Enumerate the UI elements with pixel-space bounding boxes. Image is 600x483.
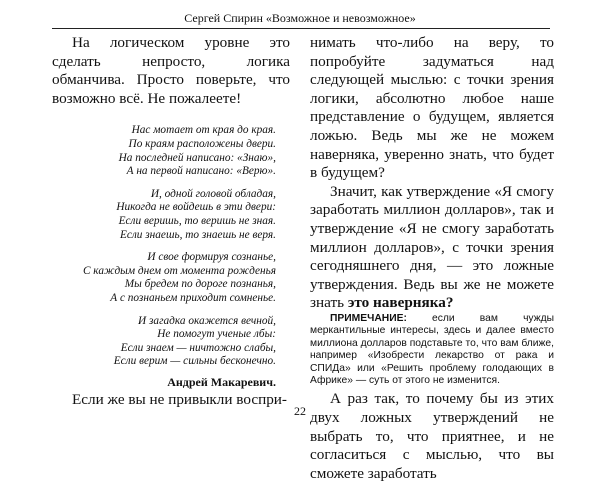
poem-stanza — [52, 315, 276, 369]
poem-line: И свое формируя сознанье, — [147, 251, 276, 264]
poem-line: Мы бредем по дороге познанья, — [124, 278, 276, 291]
paragraph-claims-bold: это наверняка? — [347, 294, 454, 312]
poem-line: И, одной головой обладая, — [150, 187, 276, 200]
poem-line: Не помогут ученые лбы: — [157, 328, 276, 341]
poem-line: Нас мотает от края до края. — [131, 124, 276, 137]
page-number: 22 — [294, 404, 306, 418]
left-column — [52, 34, 290, 409]
poem-stanza — [52, 251, 276, 305]
poem — [52, 124, 290, 369]
poem-line: Если верим — сильны бесконечно. — [113, 355, 276, 368]
paragraph-conclusion: А раз так, то почему бы из этих двух ложных утверждений не выбрать то, что приятнее, и не согласиться с мыслью, что вы сможете заработать — [310, 390, 554, 482]
poem-author: Андрей Макаревич. — [167, 374, 276, 389]
paragraph-claims — [310, 183, 554, 313]
poem-line: На последней написано: «Знаю», — [118, 151, 276, 164]
poem-line: Если знаешь, то знаешь не веря. — [119, 228, 276, 241]
paragraph-continued: нимать что-либо на веру, то попробуйте задуматься над следующей мыслью: с точки зрения логики, абсолютно любое наше представление о будущем, является ложью. Ведь мы же не можем наверняка, уверенно знать, что будет в будущем? — [310, 34, 554, 182]
running-header: Сергей Спирин «Возможное и невозможное» — [184, 11, 416, 25]
poem-line: Если веришь, то веришь не зная. — [118, 214, 276, 227]
poem-stanza — [52, 124, 276, 178]
header-rule — [52, 28, 550, 29]
poem-line: С каждым днем от момента рожденья — [82, 264, 276, 277]
poem-stanza — [52, 188, 276, 242]
poem-line: А с познаньем приходит сомненье. — [110, 291, 276, 304]
poem-line: А на первой написано: «Верю». — [126, 165, 276, 178]
continuation-paragraph: Если же вы не привыкли воспри- — [72, 390, 287, 408]
note-block: ПРИМЕЧАНИЕ: если вам чужды меркантильные интересы, здесь и далее вместо миллиона долларов подставьте то, что вам ближе, например «Изобрести лекарство от рака и СПИДа» или «Решить проблему голодающих в Африке» — суть от этого не изменится. — [310, 312, 554, 386]
poem-line: И загадка окажется вечной, — [138, 314, 276, 327]
poem-line: Никогда не войдешь в эти двери: — [116, 201, 276, 214]
paragraph-claims-text: Значит, как утверждение «Я смогу заработать миллион долларов», так и утверждение «Я не смогу заработать миллион долларов», с точки зрения сегодняшнего дня, — это ложные утверждения. Ведь вы же не можете знать — [310, 182, 554, 312]
poem-line: По краям расположены двери. — [128, 137, 276, 150]
intro-paragraph: На логическом уровне это сделать непросто, логика обманчива. Просто поверьте, что возможно всё. Не пожалеете! — [52, 34, 290, 107]
poem-line: Если знаем — ничтожно слабы, — [120, 341, 276, 354]
